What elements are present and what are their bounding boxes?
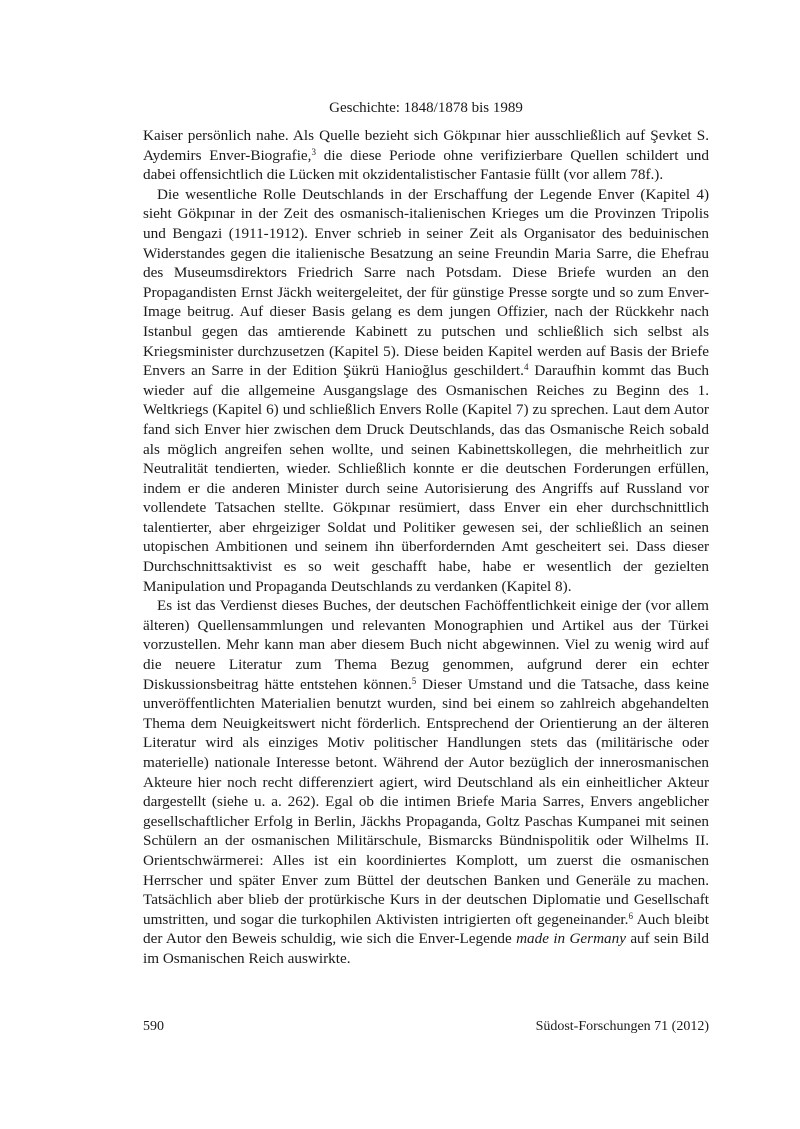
journal-citation: Südost-Forschungen 71 (2012) [535, 1019, 709, 1034]
running-head: Geschichte: 1848/1878 bis 1989 [329, 100, 523, 116]
paragraph-text: Dieser Umstand und die Tatsache, dass keine unveröffentlichten Materialien benutzt wurden, sind bei einem so zahlreich abgehandelten Thema dem Neuigkeitswert nicht förderlich. Entsprechend der Orientierung an der älteren Literatur wird als einziges Motiv politischer Handlungen stets das (militärische oder materielle) nationale Interesse betont. Während der Autor bezüglich der innerosmanischen Akteure hier noch recht differenziert agiert, wird Deutschland als ein einheitlicher Akteur dargestellt (siehe u. a. 262). Egal ob die intimen Briefe Maria Sarres, Envers angeblicher gesellschaftlicher Erfolg in Berlin, Jäckhs Propaganda, Goltz Paschas Kumpanei mit seinen Schülern an der osmanischen Militärschule, Bismarcks Bündnispolitik oder Wilhelms II. Orientschwärmerei: Alles ist ein koordiniertes Komplott, um zuerst die osmanischen Herrscher und später Enver zum Büttel der deutschen Banken und Generäle zu machen. Tatsächlich aber blieb der protürkische Kurs in der deutschen Diplomatie und Gesellschaft umstritten, und sogar die turkophilen Aktivisten intrigierten oft gegeneinander. [143, 675, 709, 928]
paragraph-text: Daraufhin kommt das Buch wieder auf die allgemeine Ausgangslage des Osmanischen Reiches zu Beginn des 1. Weltkriegs (Kapitel 6) und schließlich Envers Rolle (Kapitel 7) zu sprechen. Laut dem Autor fand sich Enver hier zwischen dem Druck Deutschlands, das das Osmanische Reich sobald als möglich angreifen sehen wollte, und seinen Kabinettskollegen, die mehrheitlich zur Neutralität tendierten, wieder. Schließlich konnte er die deutschen Forderungen erfüllen, indem er die anderen Minister durch seine Autorisierung des Angriffs auf Russland vor vollendete Tatsachen stellte. Gökpınar resümiert, dass Enver ein eher durchschnittlich talentierter, aber ehrgeiziger Soldat und Politiker gewesen sei, der schließlich an seinen utopischen Ambitionen und seinem ihn überfordernden Amt gescheitert sei. Dass dieser Durchschnittsaktivist es so weit geschafft habe, habe er wesentlich der gezielten Manipulation und Propaganda Deutschlands zu verdanken (Kapitel 8). [143, 362, 709, 595]
paragraph-2 [143, 185, 709, 596]
body-text [143, 126, 709, 969]
paragraph-text: Die wesentliche Rolle Deutschlands in der Erschaffung der Legende Enver (Kapitel 4) sieht Gökpınar in der Zeit des osmanisch-italienischen Krieges um die Provinzen Tripolis und Bengazi (1911-1912). Enver schrieb in seiner Zeit als Organisator des beduinischen Widerstandes gegen die italienische Besatzung an seine Freundin Maria Sarre, die Ehefrau des Museumsdirektors Friedrich Sarre nach Potsdam. Diese Briefe wurden an den Propagandisten Ernst Jäckh weitergeleitet, der für günstige Presse sorgte und so zum Enver-Image beitrug. Auf dieser Basis gelang es dem jungen Offizier, nach der Rückkehr nach Istanbul gegen das amtierende Kabinett zu putschen und schließlich sich selbst als Kriegsminister durchzusetzen (Kapitel 5). Diese beiden Kapitel werden auf Basis der Briefe Envers an Sarre in der Edition Şükrü Hanioğlus geschildert. [143, 185, 709, 380]
paragraph-1 [143, 126, 709, 185]
paragraph-3 [143, 596, 709, 968]
paragraph-text: die diese Periode ohne verifizierbare Quellen schildert und dabei offensichtlich die Lücken mit okzidentalistischer Fantasie füllt (vor allem 78f.). [143, 146, 709, 184]
footnote-marker-4: 4 [523, 362, 529, 373]
footnote-marker-5: 5 [411, 675, 417, 686]
paragraph-text: Auch bleibt der Autor den Beweis schuldig, wie sich die Enver-Legende [143, 910, 709, 948]
paragraph-text: auf sein Bild im Osmanischen Reich auswirkte. [143, 930, 709, 967]
paragraph-text: Es ist das Verdienst dieses Buches, der deutschen Fachöffentlichkeit einige der (vor allem älteren) Quellensammlungen und relevanten Monographien und Artikel aus der Türkei vorzustellen. Mehr kann man aber diesem Buch nicht abgewinnen. Viel zu wenig wird auf die neuere Literatur zum Thema Bezug genommen, aufgrund derer ein echter Diskussionsbeitrag hätte entstehen können. [143, 597, 709, 693]
page-number: 590 [143, 1019, 164, 1034]
footnote-marker-6: 6 [628, 910, 633, 921]
footnote-marker-3: 3 [311, 146, 316, 157]
italic-phrase: made in Germany [516, 930, 626, 948]
paragraph-text: Kaiser persönlich nahe. Als Quelle bezieht sich Gökpınar hier ausschließlich auf Şevket S. Aydemirs Enver-Biografie, [143, 127, 709, 164]
